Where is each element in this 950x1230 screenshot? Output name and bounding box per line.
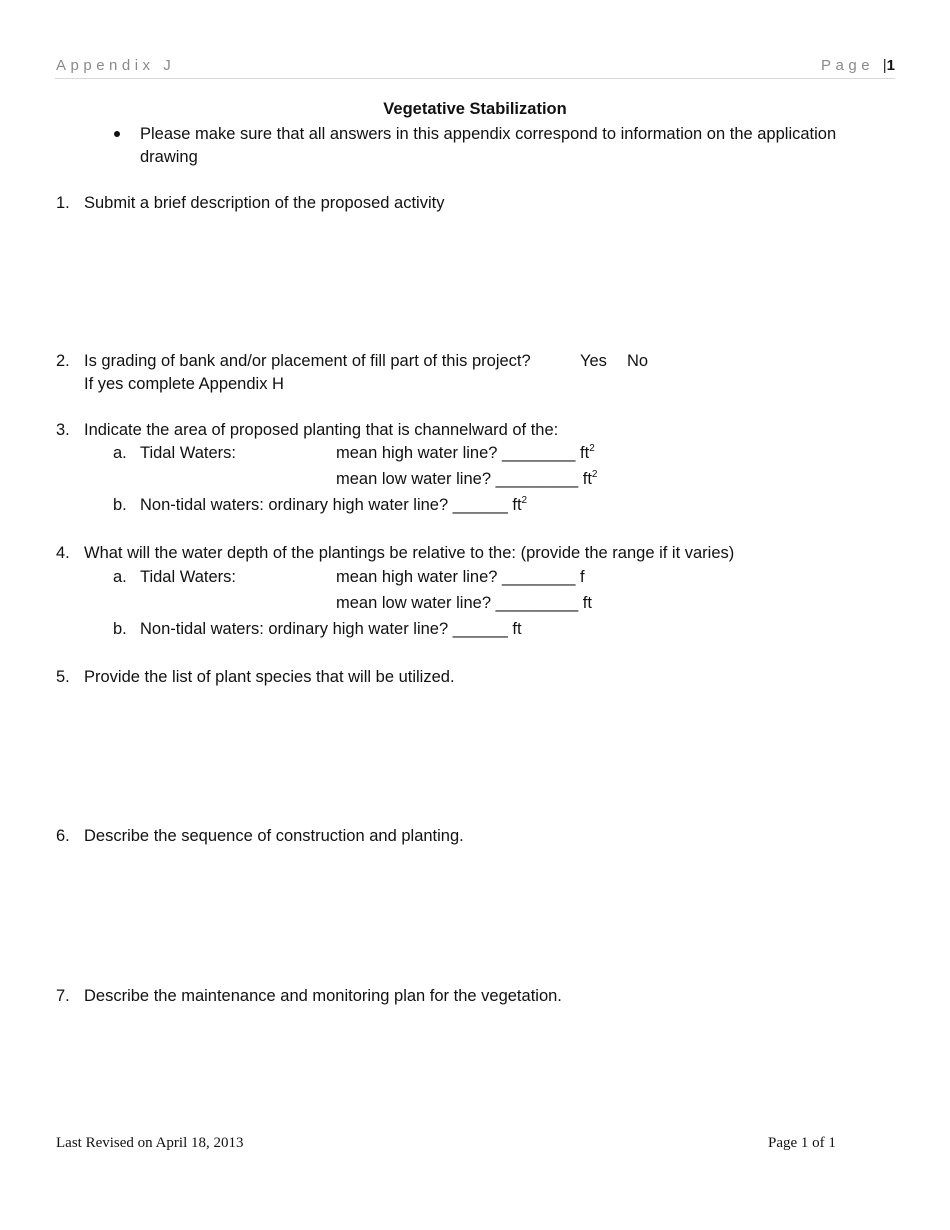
bullet-text-line2: drawing xyxy=(140,148,198,166)
question-4a-high-water: mean high water line? ________ f xyxy=(336,568,585,586)
question-6-number: 6. xyxy=(56,827,70,845)
question-2-yes-option[interactable]: Yes xyxy=(580,352,607,370)
question-3-text: Indicate the area of proposed planting that is channelward of the: xyxy=(84,421,559,439)
question-3a-high-water-exponent: 2 xyxy=(589,443,595,454)
question-4-number: 4. xyxy=(56,544,70,562)
header-page xyxy=(821,57,895,74)
question-4-text: What will the water depth of the plantings be relative to the: (provide the range if it varies) xyxy=(84,544,735,562)
question-5-text: Provide the list of plant species that will be utilized. xyxy=(84,668,455,686)
header-page-number: 1 xyxy=(886,57,895,74)
question-7-number: 7. xyxy=(56,987,70,1005)
question-3a-text: Tidal Waters: xyxy=(140,444,236,462)
question-2-number: 2. xyxy=(56,352,70,370)
question-5-number: 5. xyxy=(56,668,70,686)
question-2-note: If yes complete Appendix H xyxy=(84,375,284,393)
question-1-text: Submit a brief description of the proposed activity xyxy=(84,194,445,212)
question-3a-low-water-exponent: 2 xyxy=(591,469,598,480)
question-2-no-option[interactable]: No xyxy=(627,352,649,370)
question-3b-label: b. xyxy=(113,496,127,514)
footer-last-revised: Last Revised on April 18, 2013 xyxy=(56,1135,244,1151)
question-3b-exponent: 2 xyxy=(521,495,528,506)
question-3a-low-water-text: mean low water line? _________ ft xyxy=(336,470,592,488)
question-3a-label: a. xyxy=(113,444,127,462)
question-3a-low-water xyxy=(336,470,597,489)
question-3a-high-water xyxy=(336,444,595,463)
question-4a-text: Tidal Waters: xyxy=(140,568,236,586)
header-page-separator: | xyxy=(882,57,887,74)
question-3-number: 3. xyxy=(56,421,70,439)
header-rule xyxy=(55,78,895,79)
question-3b-nontidal xyxy=(140,496,527,515)
header-page-word: Page xyxy=(821,57,875,74)
footer-page-count: Page 1 of 1 xyxy=(768,1135,836,1151)
question-4b-text: Non-tidal waters: ordinary high water line? ______ ft xyxy=(140,620,522,638)
header-appendix: Appendix J xyxy=(56,57,176,74)
question-1-number: 1. xyxy=(56,194,70,212)
bullet-text-line1: Please make sure that all answers in this appendix correspond to information on the application xyxy=(140,125,837,143)
page-title: Vegetative Stabilization xyxy=(383,100,567,118)
question-6-text: Describe the sequence of construction and planting. xyxy=(84,827,464,845)
question-2-text: Is grading of bank and/or placement of fill part of this project? xyxy=(84,352,531,370)
question-7-text: Describe the maintenance and monitoring plan for the vegetation. xyxy=(84,987,562,1005)
question-3b-text: Non-tidal waters: ordinary high water line? ______ ft xyxy=(140,496,522,514)
question-4a-low-water: mean low water line? _________ ft xyxy=(336,594,592,612)
question-4a-label: a. xyxy=(113,568,127,586)
question-3a-high-water-text: mean high water line? ________ ft xyxy=(336,444,590,462)
bullet-icon xyxy=(114,131,120,137)
question-4b-label: b. xyxy=(113,620,127,638)
